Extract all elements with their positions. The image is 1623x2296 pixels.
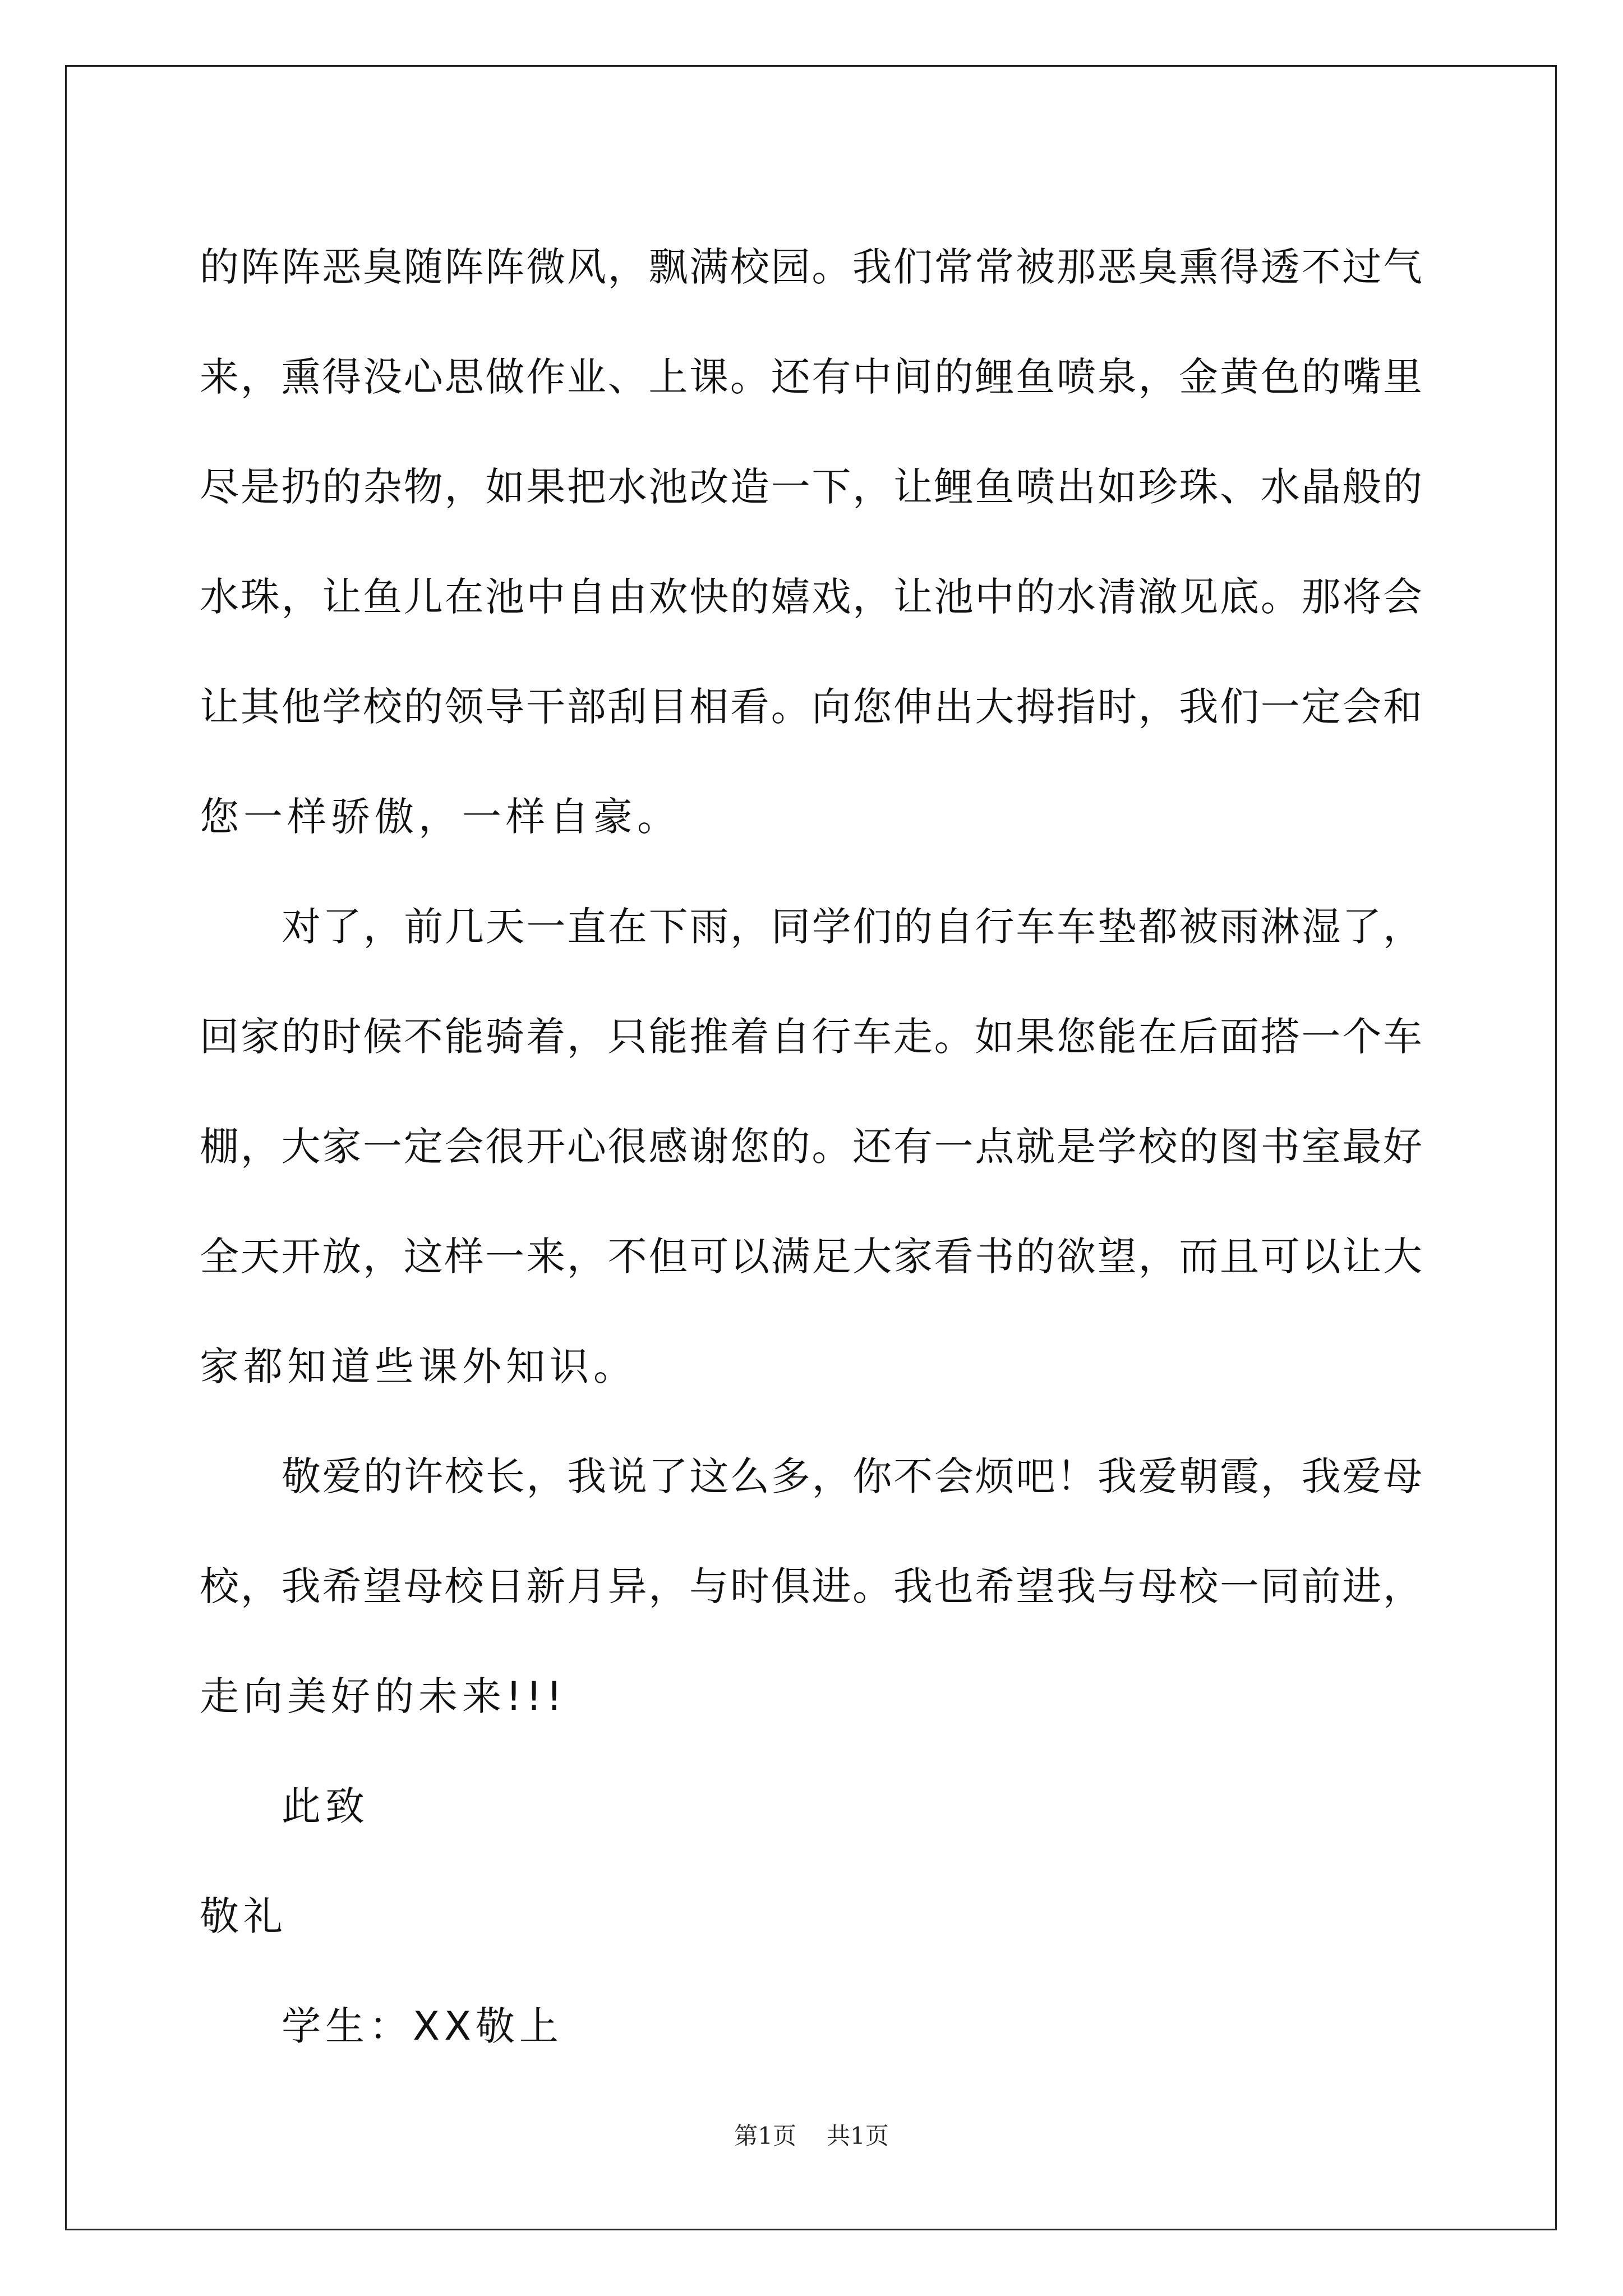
body-line: 水珠，让鱼儿在池中自由欢快的嬉戏，让池中的水清澈见底。那将会 [200, 574, 1422, 620]
closing-line: 此致 [282, 1783, 369, 1829]
body-line: 尽是扔的杂物，如果把水池改造一下，让鲤鱼喷出如珍珠、水晶般的 [200, 464, 1422, 510]
body-line: 敬爱的许校长，我说了这么多，你不会烦吧！我爱朝霞，我爱母 [282, 1453, 1422, 1499]
body-line: 让其他学校的领导干部刮目相看。向您伸出大拇指时，我们一定会和 [200, 684, 1422, 730]
body-line: 棚，大家一定会很开心很感谢您的。还有一点就是学校的图书室最好 [200, 1124, 1422, 1170]
page-footer [0, 2118, 1623, 2151]
page-number: 第1页 [734, 2122, 796, 2150]
body-line: 对了，前几天一直在下雨，同学们的自行车车垫都被雨淋湿了， [282, 904, 1422, 950]
signature-line: 学生：XX敬上 [282, 2003, 563, 2049]
salutation-line: 敬礼 [200, 1893, 287, 1939]
body-line: 来，熏得没心思做作业、上课。还有中间的鲤鱼喷泉，金黄色的嘴里 [200, 354, 1422, 400]
body-line: 回家的时候不能骑着，只能推着自行车走。如果您能在后面搭一个车 [200, 1014, 1422, 1060]
body-line: 全天开放，这样一来，不但可以满足大家看书的欲望，而且可以让大 [200, 1234, 1422, 1280]
page-total: 共1页 [827, 2122, 889, 2150]
body-line: 的阵阵恶臭随阵阵微风，飘满校园。我们常常被那恶臭熏得透不过气 [200, 244, 1422, 290]
body-line: 走向美好的未来!!! [200, 1673, 567, 1719]
body-line: 您一样骄傲，一样自豪。 [200, 794, 681, 840]
body-line: 校，我希望母校日新月异，与时俱进。我也希望我与母校一同前进， [200, 1563, 1422, 1609]
document-body [200, 212, 1422, 2081]
body-line: 家都知道些课外知识。 [200, 1343, 637, 1389]
